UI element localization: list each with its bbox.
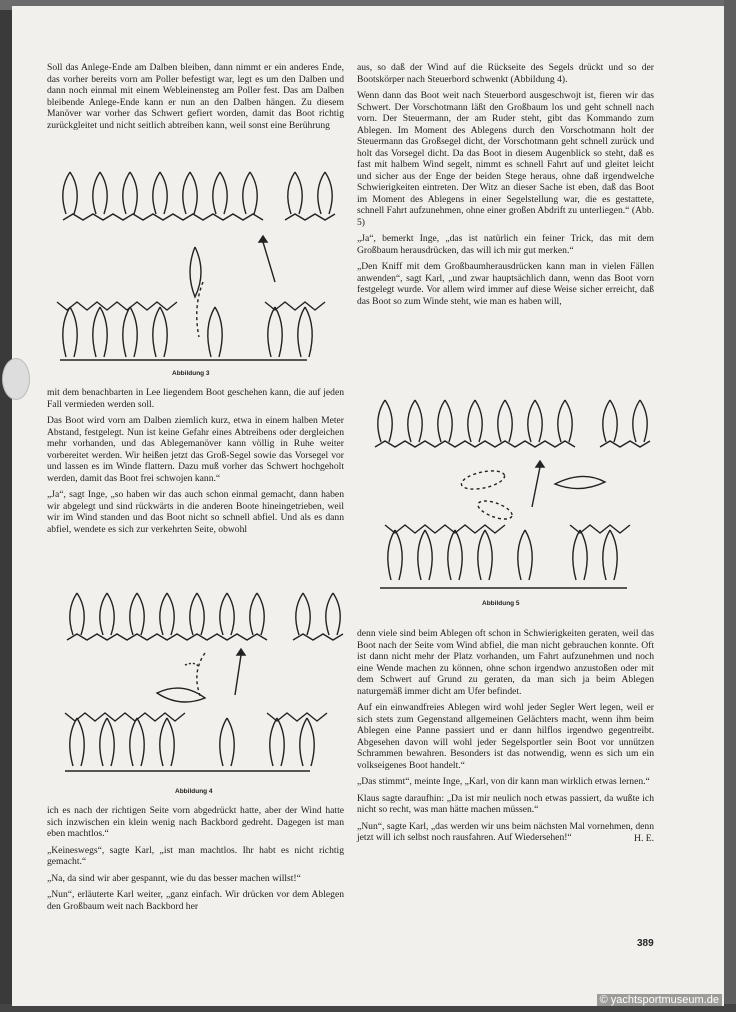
column-1-bottom	[47, 805, 344, 917]
paragraph: „Nun“, erläuterte Karl weiter, „ganz einfach. Wir drücken vor dem Ablegen den Großbaum weit nach Backbord her	[47, 889, 344, 912]
fig5-boats-top	[375, 400, 650, 447]
column-2-top	[357, 62, 654, 312]
paragraph: „Ja“, bemerkt Inge, „das ist natürlich ein feiner Trick, das mit dem Großbaum herausdrücken, das will ich mir gut merken.“	[357, 233, 654, 256]
author-signature: H. E.	[634, 832, 654, 844]
figure-4	[45, 585, 345, 780]
paragraph: Wenn dann das Boot weit nach Steuerbord ausgeschwojt ist, fieren wir das Schwert. Der Vorschotmann läßt den Großbaum los und geht schnell nach vorn. Der Steuermann, der am Ruder steht, gibt das Kommando zum Ablegen. Im Moment des Ablegens durch den Vorschotmann holt der Steuermann das Großsegel dicht, der Vorschotmann geht schnell zurück und holt das Vorsegel dicht. Da das Boot in diesem Augenblick so steht, daß es fast mit halbem Wind segelt, nimmt es schnell Fahrt auf und gleitet leicht und sicher aus der Enge der beiden Stege heraus, ohne daß irgendwelche Schwierigkeiten eintreten. Der Witz an dieser Sache ist eben, daß das Boot im Moment des Ablegens in einer Segelstellung war, die es gestattete, schnell Fahrt aufzunehmen, ohne einer großen Abdrift zu unterliegen.“ (Abb. 5)	[357, 90, 654, 228]
column-2-bottom	[357, 628, 654, 844]
wind-arrow	[263, 242, 275, 282]
wind-arrow	[235, 655, 241, 695]
paragraph: „Nun“, sagte Karl, „das werden wir uns beim nächsten Mal vornehmen, denn jetzt will ich selbst noch rausfahren. Auf Wiedersehen!“	[357, 820, 654, 843]
fig3-boats-bottom	[57, 302, 325, 360]
figure-5-caption: Abbildung 5	[482, 600, 520, 607]
figure-3-caption: Abbildung 3	[172, 370, 210, 377]
scan-right-edge	[724, 0, 736, 1012]
paragraph: Soll das Anlege-Ende am Dalben bleiben, dann nimmt er ein anderes Ende, das vorher bereits vorn am Poller befestigt war, legt es um den Dalben und dann noch einmal mit einem Webleinensteg am Poller fest. Das am Dalben bleibende Anlege-Ende kann er nun an den Dalben hängen. Zu diesem Manöver war vorher das Schwert gefiert worden, damit das Boot richtig zurückgleitet und nicht seitlich abtreiben kann, weil sonst eine Berührung	[47, 62, 344, 131]
paragraph: mit dem benachbarten in Lee liegendem Boot geschehen kann, die auf jeden Fall vermieden werden soll.	[47, 387, 344, 410]
column-1-top	[47, 62, 344, 136]
paragraph: Klaus sagte daraufhin: „Da ist mir neulich noch etwas passiert, da wußte ich nicht so recht, was man hätte machen müssen.“	[357, 792, 654, 815]
paragraph: aus, so daß der Wind auf die Rückseite des Segels drückt und so der Bootskörper nach Steuerbord schwenkt (Abbildung 4).	[357, 62, 654, 85]
paragraph: denn viele sind beim Ablegen oft schon in Schwierigkeiten geraten, weil das Boot nach der Seite vom Wind abfiel, die man nicht gebrauchen konnte. Oft ist dann nicht mehr der Platz vorhanden, um Fahrt aufzunehmen und noch eine Wende machen zu können, ohne schon irgendwo anzustoßen oder mit dem Schwert auf Grund zu geraten, da man sich ja beim Ablegen naturgemäß immer dicht am Ufer befindet.	[357, 628, 654, 697]
figure-5	[355, 392, 655, 597]
fig5-boat-moves	[460, 468, 605, 523]
fig3-boats-top	[63, 172, 335, 220]
page-number: 389	[637, 938, 654, 949]
fig5-boats-bottom	[380, 525, 630, 588]
figure-3	[45, 162, 345, 370]
figure-4-caption: Abbildung 4	[175, 788, 213, 795]
paragraph: Das Boot wird vorn am Dalben ziemlich kurz, etwa in einem halben Meter Abstand, festgelegt. Nun ist keine Gefahr eines Abtreibens oder dergleichen mehr vorhanden, und das Ablegemanöver kann völlig in Ruhe weiter vorbereitet werden. Wir heißen jetzt das Groß-Segel sowie das Vorsegel vor und lassen es im Winde flattern. Dazu muß vorher das Schwert hochgeholt werden, damit das Boot frei schwojen kann.“	[47, 415, 344, 484]
paragraph: „Keineswegs“, sagte Karl, „ist man machtlos. Ihr habt es nicht richtig gemacht.“	[47, 844, 344, 867]
page-curl	[2, 358, 30, 400]
fig3-boat-center	[190, 247, 203, 337]
watermark: © yachtsportmuseum.de	[597, 994, 722, 1006]
paragraph: ich es nach der richtigen Seite vorn abgedrückt hatte, aber der Wind hatte sich inzwischen ein klein wenig nach Backbord gedreht. Dagegen ist man eben machtlos.“	[47, 805, 344, 839]
paragraph: Auf ein einwandfreies Ablegen wird wohl jeder Segler Wert legen, weil er sich stets zum Gegenstand allgemeinen Gelächters macht, wenn ihm beim Ablegen eine Panne passiert und er dann hilflos irgendwo gegentreibt. Abgesehen davon will wohl jeder Segelsportler sein Boot vor unnützen Schrammen bewahren. Besonders ist das notwendig, wenn es sich um ein volkseigenes Boot handelt.“	[357, 702, 654, 771]
paragraph: „Ja“, sagt Inge, „so haben wir das auch schon einmal gemacht, dann haben wir abgelegt und sind rückwärts in die anderen Boote hineingetrieben, weil wir im Wind standen und das Boot nicht so schnell abfiel. Und als es dann abfiel, wendete es sich zur verkehrten Seite, obwohl	[47, 489, 344, 535]
paragraph: „Das stimmt“, meinte Inge, „Karl, von dir kann man wirklich etwas lernen.“	[357, 776, 650, 787]
fig4-boat-center	[157, 653, 205, 702]
fig4-boats-bottom	[65, 713, 327, 771]
wind-arrow	[532, 467, 540, 507]
paragraph: „Den Kniff mit dem Großbaumherausdrücken kann man in vielen Fällen anwenden“, sagt Karl, „und zwar hauptsächlich dann, wenn das Boot vorn festgelegt wurde. Vor allem wird immer auf diese Weise sicher erreicht, daß das Boot so zum Winde steht, wie man es haben will,	[357, 261, 654, 307]
fig4-boats-top	[67, 593, 343, 640]
paragraph: „Na, da sind wir aber gespannt, wie du das besser machen willst!“	[47, 872, 301, 884]
column-1-middle	[47, 387, 344, 540]
